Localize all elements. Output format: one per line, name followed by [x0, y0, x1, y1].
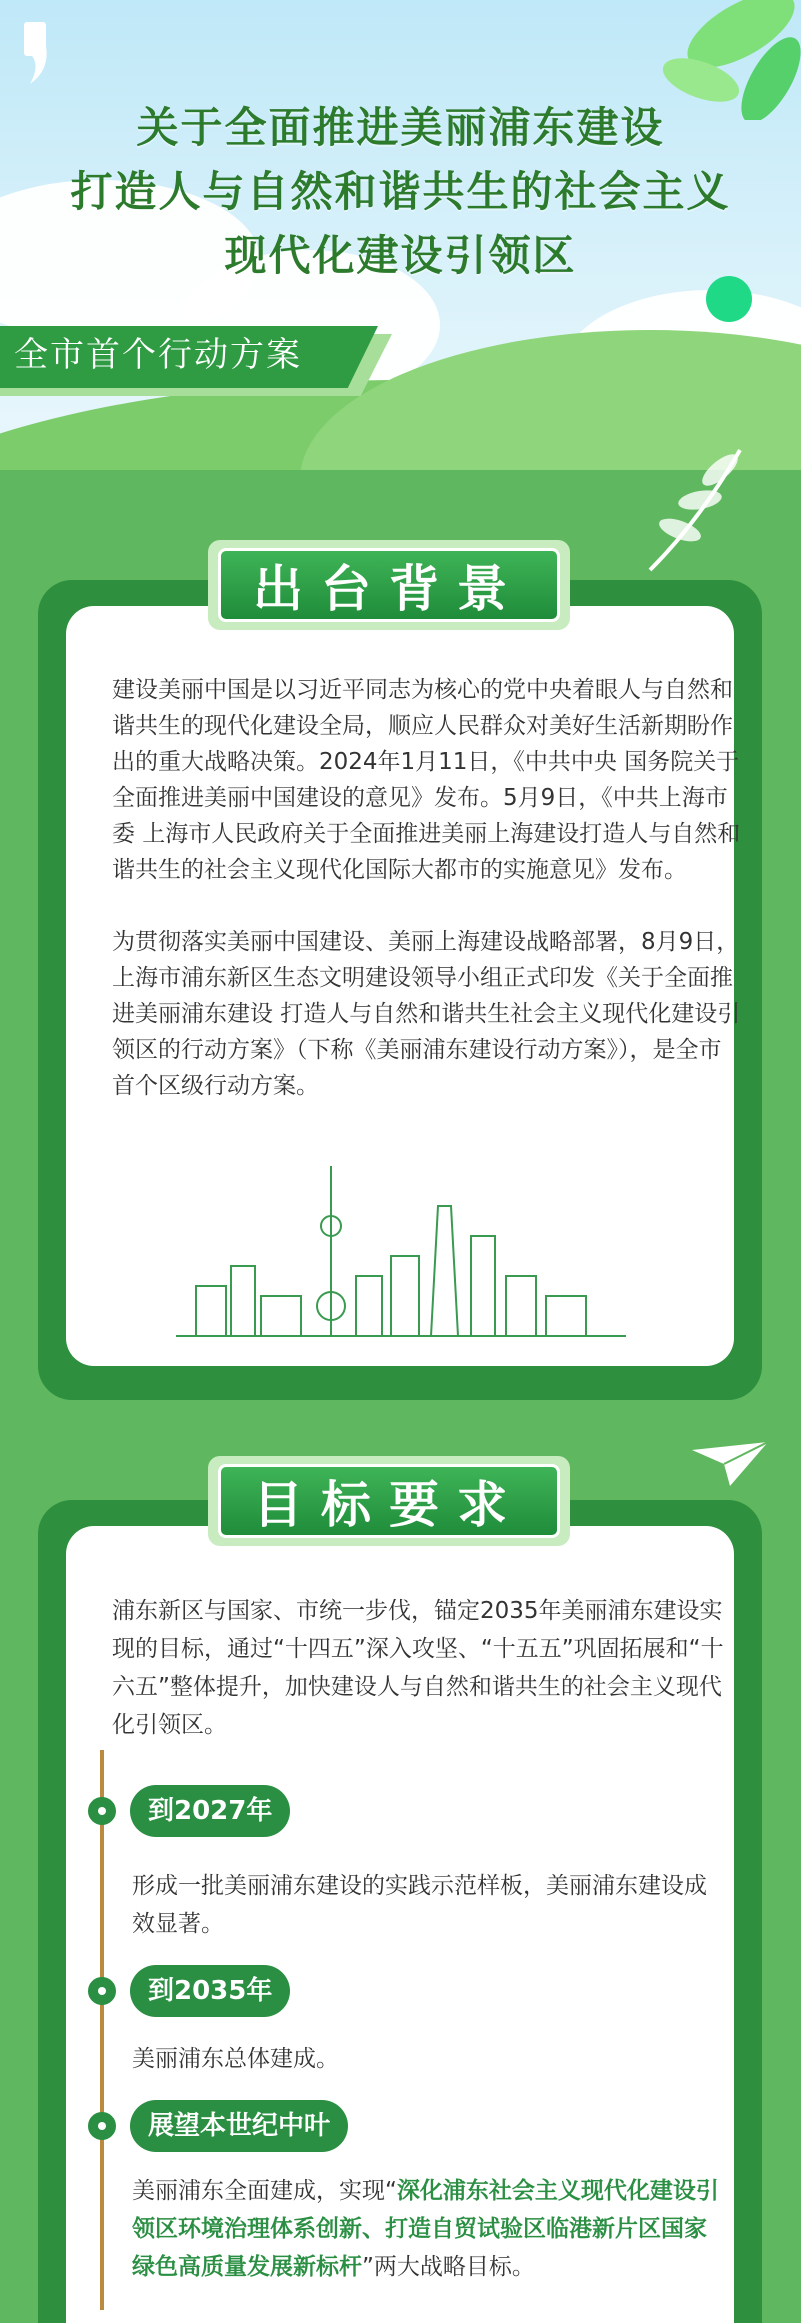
subtitle: 全市首个行动方案 [14, 335, 302, 375]
goals-badge-label: 目标要求 [218, 1464, 560, 1538]
milestone-label-2035: 到2035年 [130, 1965, 290, 2017]
title-line-3: 现代化建设引领区 [224, 231, 577, 280]
timeline-line [100, 1750, 104, 2310]
timeline-node-2 [88, 1977, 116, 2005]
milestone-label-2027: 到2027年 [130, 1785, 290, 1837]
milestone-text-highlight: 深化浦东社会主义现代化建设引领区环境治理体系创新、打造自贸试验区临港新片区国家绿色高质量发展新标杆 [132, 2178, 719, 2280]
background-card [66, 606, 741, 1366]
timeline-node-1 [88, 1797, 116, 1825]
title-line-1: 关于全面推进美丽浦东建设 [136, 103, 665, 152]
background-badge-label: 出台背景 [218, 548, 560, 622]
background-text [112, 672, 744, 1140]
quote-mark-icon [20, 18, 68, 90]
milestone-text-suffix: ”两大战略目标。 [362, 2254, 535, 2280]
goals-intro: 浦东新区与国家、市统一步伐，锚定2035年美丽浦东建设实现的目标，通过“十四五”深入攻坚、“十五五”巩固拓展和“十六五”整体提升，加快建设人与自然和谐共生的社会主义现代化引领区。 [112, 1598, 724, 1738]
page-title [0, 96, 801, 288]
timeline-node-3 [88, 2112, 116, 2140]
background-section [38, 580, 762, 1400]
milestone-text-prefix: 美丽浦东全面建成，实现“ [132, 2178, 397, 2204]
milestone-text-2035: 美丽浦东总体建成。 [132, 2046, 339, 2072]
background-paragraph-1: 建设美丽中国是以习近平同志为核心的党中央着眼人与自然和谐共生的现代化建设全局，顺应人民群众对美好生活新期盼作出的重大战略决策。2024年1月11日，《中共中央 国务院关于全面推进美丽中国建设的意见》发布。5月9日，《中共上海市委 上海市人民政府关于全面推进美丽上海建设打造人与自然和谐共生的社会主义现代化国际大都市的实施意见》发布。 [112, 677, 741, 883]
leaf-sprig-icon [640, 440, 760, 580]
paper-plane-icon [690, 1440, 770, 1490]
city-skyline-illustration [176, 1166, 626, 1346]
background-badge [208, 540, 570, 630]
milestone-text-midcentury [132, 2172, 720, 2286]
milestone-label-midcentury: 展望本世纪中叶 [130, 2100, 348, 2152]
milestone-text-2027: 形成一批美丽浦东建设的实践示范样板，美丽浦东建设成效显著。 [132, 1873, 707, 1937]
title-line-2: 打造人与自然和谐共生的社会主义 [70, 167, 731, 216]
goals-badge [208, 1456, 570, 1546]
background-paragraph-2: 为贯彻落实美丽中国建设、美丽上海建设战略部署，8月9日，上海市浦东新区生态文明建设领导小组正式印发《关于全面推进美丽浦东建设 打造人与自然和谐共生社会主义现代化建设引领区的行动方案》（下称《美丽浦东建设行动方案》），是全市首个区级行动方案。 [112, 929, 741, 1099]
